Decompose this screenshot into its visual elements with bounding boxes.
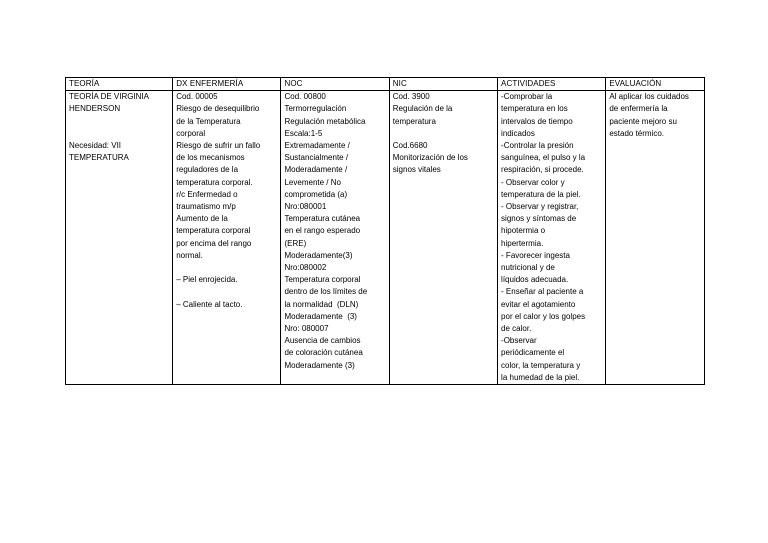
cell-text-line: signos y síntomas de [501, 214, 577, 224]
cell-text-line: Termorregulación [284, 104, 347, 114]
cell-text-line: normal. [176, 250, 203, 260]
cell-text-line: -Comprobar la [501, 92, 553, 102]
cell-text-line: (ERE) [284, 238, 307, 248]
cell-text-line: comprometida (a) [284, 189, 348, 199]
cell-text-line: temperatura corporal [176, 226, 251, 236]
cell-text-line: indicados [501, 128, 535, 138]
nursing-care-plan-table [65, 77, 705, 385]
cell-text-line: HENDERSON [69, 104, 121, 114]
cell-text-line: Riesgo de desequilibrio [176, 104, 260, 114]
cell-text-line [69, 128, 169, 140]
cell-text-line: Necesidad: VII [69, 140, 122, 150]
cell-text-line: hipertermia. [501, 238, 544, 248]
cell-text-line: de los mecanismos [176, 153, 245, 163]
cell-text-line: color, la temperatura y [501, 360, 581, 370]
cell-text-line: traumatismo m/p [176, 202, 236, 212]
cell-text-line: hipotermia o [501, 226, 546, 236]
cell-text-line: TEMPERATURA [69, 153, 129, 163]
cell-text-line: evitar el agotamiento [501, 299, 576, 309]
cell-text-line: dentro de los límites de [284, 287, 368, 297]
cell-text-line: Escala:1-5 [284, 128, 323, 138]
cell-text-line: en el rango esperado [284, 226, 361, 236]
cell-evaluacion [606, 91, 705, 385]
cell-nic [389, 91, 497, 385]
header-evaluacion: EVALUACIÓN [606, 78, 705, 91]
cell-text-line: – Piel enrojecida. [176, 275, 238, 285]
cell-text-line: de calor. [501, 324, 532, 334]
cell-text-line: Nro: 080007 [284, 324, 329, 334]
cell-text-line: temperatura corporal. [176, 177, 253, 187]
cell-text-line: - Observar y registrar, [501, 202, 579, 212]
cell-dx-enfermeria [173, 91, 281, 385]
cell-text-line: temperatura en los [501, 104, 568, 114]
cell-text-line: - Favorecer ingesta [501, 250, 570, 260]
cell-text-line: Aumento de la [176, 214, 228, 224]
cell-text-line: por el calor y los golpes [501, 311, 586, 321]
cell-text-line: reguladores de la [176, 165, 239, 175]
cell-text-line: Al aplicar los cuidados [609, 92, 689, 102]
table-header-row [66, 78, 705, 91]
cell-text-line [176, 262, 277, 274]
header-nic: NIC [389, 78, 497, 91]
cell-text-line: r/c Enfermedad o [176, 189, 238, 199]
cell-text-line: TEORÍA DE VIRGINIA [69, 92, 150, 102]
cell-text-line: Moderadamente(3) [284, 250, 353, 260]
cell-text-line: sanguínea, el pulso y la [501, 153, 586, 163]
cell-text-line: por encima del rango [176, 238, 252, 248]
cell-text-line: - Enseñar al paciente a [501, 287, 584, 297]
cell-text-line: Cod. 00800 [284, 92, 326, 102]
cell-text-line: Extremadamente / [284, 141, 350, 151]
cell-text-line: -Observar [501, 336, 537, 346]
cell-text-line: Cod. 3900 [392, 92, 430, 102]
cell-text-line: Temperatura corporal [284, 275, 361, 285]
cell-text-line: Cod. 00005 [176, 92, 218, 102]
cell-noc [281, 91, 389, 385]
cell-text-line: Temperatura cutánea [284, 214, 361, 224]
cell-text-line: temperatura de la piel. [501, 189, 581, 199]
cell-text-line: corporal [176, 128, 206, 138]
cell-text-line: de la Temperatura [176, 116, 241, 126]
cell-text-line: Regulación de la [392, 104, 453, 114]
cell-text-line [69, 116, 169, 128]
cell-text-line: líquidos adecuada. [501, 275, 569, 285]
cell-text-line: Regulación metabólica [284, 116, 366, 126]
cell-text-line: Cod.6680 [392, 141, 428, 150]
cell-text-line: de enfermería la [609, 104, 668, 114]
cell-text-line: Moderadamente (3) [284, 360, 355, 370]
cell-text-line: paciente mejoro su [609, 116, 677, 126]
cell-teoria [66, 91, 173, 385]
cell-text-line: signos vitales [392, 165, 441, 175]
cell-text-line: nutricional y de [501, 263, 555, 273]
cell-text-line: temperatura [392, 116, 436, 126]
cell-actividades [498, 91, 606, 385]
cell-text-line: – Caliente al tacto. [176, 299, 243, 309]
cell-text-line: Moderadamente (3) [284, 311, 357, 321]
cell-text-line: Sustancialmente / [284, 153, 349, 163]
cell-text-line [176, 286, 277, 298]
cell-text-line: la humedad de la piel. [501, 372, 580, 382]
cell-text-line: -Controlar la presión [501, 141, 574, 151]
cell-text-line: de coloración cutánea [284, 348, 363, 358]
header-noc: NOC [281, 78, 389, 91]
cell-text-line: Levemente / No [284, 177, 341, 187]
table-row [66, 91, 705, 385]
cell-text-line: intervalos de tiempo [501, 116, 573, 126]
cell-text-line: Moderadamente / [284, 165, 348, 175]
header-actividades: ACTIVIDADES [498, 78, 606, 91]
cell-text-line: la normalidad (DLN) [284, 299, 359, 309]
cell-text-line: Nro:080002 [284, 263, 327, 273]
cell-text-line: estado térmico. [609, 128, 665, 138]
cell-text-line: respiración, si procede. [501, 165, 584, 175]
cell-text-line: Ausencia de cambios [284, 336, 361, 346]
cell-text-line: - Observar color y [501, 177, 565, 187]
cell-text-line: periódicamente el [501, 348, 565, 358]
cell-text-line [393, 128, 494, 140]
header-dx-enfermeria: DX ENFERMERÍA [173, 78, 281, 91]
cell-text-line: Nro:080001 [284, 202, 327, 212]
cell-text-line: Monitorización de los [392, 153, 468, 163]
header-teoria: TEORÍA [66, 78, 173, 91]
cell-text-line: Riesgo de sufrir un fallo [176, 141, 261, 151]
